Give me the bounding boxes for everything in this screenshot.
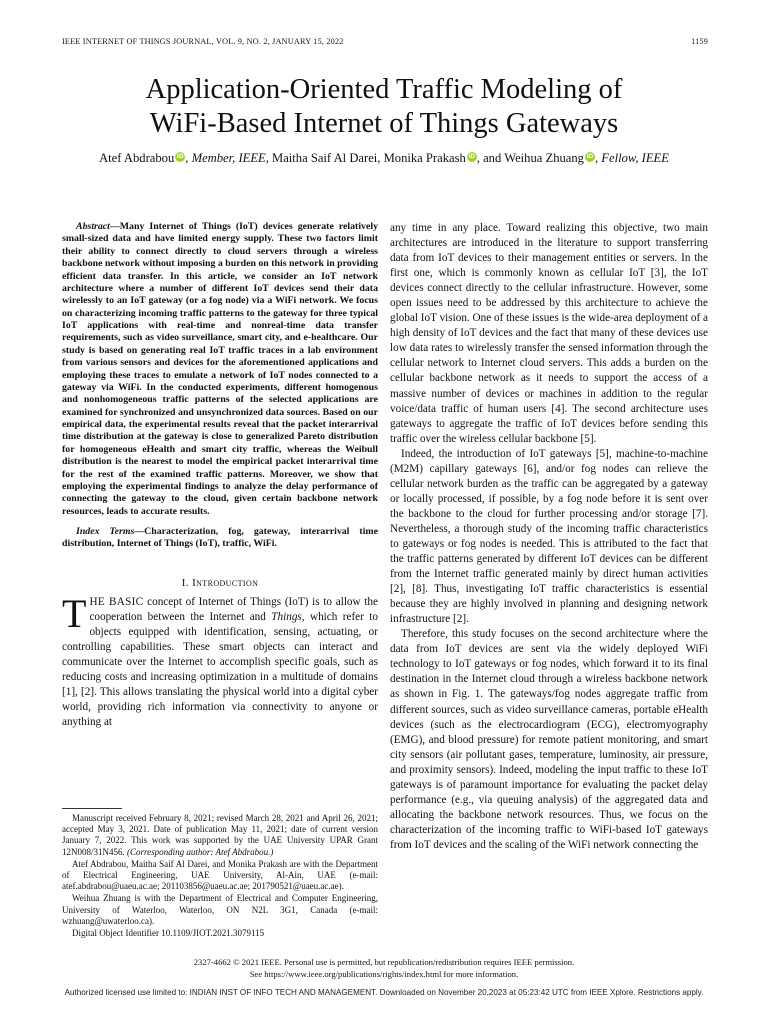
author-affiliation-role: Fellow, IEEE [601,151,669,165]
running-header [62,37,708,49]
footnote-affiliation: Weihua Zhuang is with the Department of Electrical and Computer Engineering, University of Waterloo, Waterloo, ON N2L 3G1, Canada (e-mail: wzhuang@uwaterloo.ca). [62,893,378,926]
body-paragraph: any time in any place. Toward realizing this objective, two main architectures are introduced in the literature to support transferring data from IoT devices to their management entities or servers. In the first one, which is commonly known as cellular IoT [3], the IoT devices connect directly to the cellular infrastructure. However, some open issues need to be addressed by this architecture to achieve the global IoT vision. One of these issues is the wide-area deployment of a high density of IoT devices and the fact that many of these devices use low data rates to wirelessly transfer the sensed information through the cellular network to Internet cloud servers. This adds a burden on the cellular backbone network as it needs to support the access of a massive number of devices or machines in addition to the regular voice/data traffic of human users [4]. The second architecture uses gateways to aggregate the traffic of IoT devices before sending this traffic over the wireless cellular backbone [5]. [390,222,708,445]
author-affiliation-role: Member, IEEE [191,151,266,165]
footnote-doi: Digital Object Identifier 10.1109/JIOT.2021.3079115 [72,928,265,939]
copyright-link-line[interactable]: See https://www.ieee.org/publications/rights/index.html for more information. [249,969,519,979]
copyright-line: 2327-4662 © 2021 IEEE. Personal use is permitted, but republication/redistribution requires IEEE permission. [193,957,575,967]
paper-title [0,73,768,141]
body-paragraph: Therefore, this study focuses on the second architecture where the data from IoT devices are sent via the widely deployed WiFi technology to IoT gateways or fog nodes, which forward it to its final destination in the Internet cloud through a wireless backbone network as shown in Fig. 1. The gateways/fog nodes aggregate traffic from different sources, such as video surveillance cameras, portable eHealth devices (such as the electrocardiogram (ECG), electromyography (EMG), and blood pressure) for remote patient monitoring, and smart city sensors (air pollutant gases, temperature, luminosity, air pressure, and proximity sensors). Indeed, modeling the input traffic to these IoT gateways is of paramount importance for evaluating the packet delay performance (e.g., via queuing analysis) of the aggregated data and allocating the backbone network resources. Thus, we focus on the characterization of the incoming traffic to WiFi-based IoT gateways from IoT devices and the scaling of the WiFi network connecting the [390,628,708,851]
journal-citation: IEEE INTERNET OF THINGS JOURNAL, VOL. 9, NO. 2, JANUARY 15, 2022 [62,37,344,46]
abstract-label: Abstract [76,221,110,232]
page-number: 1159 [691,37,708,46]
abstract: Abstract—Many Internet of Things (IoT) devices generate relatively small-sized data and have limited energy supply. These two factors limit their ability to connect directly to cloud servers through a wireless backbone network without imposing a burden on this network in providing efficient data transfer. In this article, we consider an IoT network architecture where a number of different IoT devices send their data wirelessly to an IoT gateway (or a fog node) via a WiFi network. We focus on characterizing incoming traffic patterns to the gateway for three typical IoT applications with real-time and nonreal-time data transfer requirements, such as video surveillance, smart city, and e-healthcare. Our study is based on generating real IoT traffic traces in a lab environment from various sensors and devices for the aforementioned applications and employing these traces to emulate a network of IoT nodes connected to a gateway via WiFi. In the conducted experiments, different homogenous and nonhomogeneous traffic patterns of the selected applications are examined for synchronized and unsynchronized data sources. Based on our empirical data, the experimental results reveal that the packet interarrival time distribution at the gateway is close to generalized Pareto distribution for homogeneous eHealth and smart city traffic, whereas the Weibull distribution is the nearest to model the empirical packet interarrival time for the rest of the examined traffic patterns. Moreover, we show that employing the experimental findings to analyze the delay performance of connecting the gateway to the cloud, given certain backbone network resources, leads to accurate results. [62,221,378,517]
right-column [390,221,708,853]
author-name: Monika Prakash [383,151,466,165]
body-paragraph: Indeed, the introduction of IoT gateways [5], machine-to-machine (M2M) capillary gateways [6], and/or fog nodes can relieve the cellular network burden as the traffic can be aggregated by a gateway or locally processed, if possible, by a fog node before it is sent over the backbone to the cloud for further processing and/or storage [7]. Nevertheless, a thorough study of the incoming traffic characteristics to gateways or fog nodes is needed. This is attributed to the fact that the traffic patterns generated by different IoT devices can be different from the Internet traffic generated mainly by direct human activities [2], [8]. Thus, investigating IoT traffic characteristics is essential because they are highly involved in planning and designing network infrastructure [2]. [390,447,708,626]
section-heading-introduction: I. Introduction [181,576,259,589]
footnotes [62,808,378,940]
index-terms-text: Characterization, fog, gateway, interarrival time distribution, Internet of Things (IoT), traffic, WiFi. [62,526,378,550]
author-name: Weihua Zhuang [504,151,584,165]
author-list: Atef Abdrabou iD , Member, IEEE, Maitha Saif Al Darei, Monika Prakash iD , and Weihua Zhuang iD , Fellow, IEEE [99,151,669,165]
author-name: Maitha Saif Al Darei [272,151,378,165]
orcid-icon[interactable]: iD [468,153,476,160]
copyright-notice [0,956,768,980]
title-line-2: WiFi-Based Internet of Things Gateways [149,108,619,139]
index-terms: Index Terms—Characterization, fog, gateway, interarrival time distribution, Internet of Things (IoT), traffic, WiFi. [62,526,378,550]
footnote-affiliation: Atef Abdrabou, Maitha Saif Al Darei, and Monika Prakash are with the Department of Electrical Engineering, UAE University, Al-Ain, UAE (e-mail: atef.abdrabou@uaeu.ac.ae; 201103856@uaeu.ac.ae; 201790521@uaeu.ac.ae). [62,858,378,892]
author-name: Atef Abdrabou [99,151,175,165]
footnote-rule [62,808,122,809]
orcid-icon[interactable]: iD [586,153,594,160]
index-terms-label: Index Terms [76,526,135,537]
left-column [62,221,378,730]
title-line-1: Application-Oriented Traffic Modeling of [145,74,623,105]
abstract-text: Many Internet of Things (IoT) devices generate relatively small-sized data and have limited energy supply. These two factors limit their ability to connect directly to cloud servers through a wireless backbone network without imposing a burden on this network in providing efficient data transfer. In this article, we consider an IoT network architecture where a number of different IoT devices send their data wirelessly to an IoT gateway (or a fog node) via a WiFi network. We focus on characterizing incoming traffic patterns to the gateway for three typical IoT applications with real-time and nonreal-time data transfer requirements, such as video surveillance, smart city, and e-healthcare. Our study is based on generating real IoT traffic traces in a lab environment from various sensors and devices for the aforementioned applications and employing these traces to emulate a network of IoT nodes connected to a gateway via WiFi. In the conducted experiments, different homogenous and nonhomogeneous traffic patterns of the selected applications are examined for synchronized and unsynchronized data sources. Based on our empirical data, the experimental results reveal that the packet interarrival time distribution at the gateway is close to generalized Pareto distribution for homogeneous eHealth and smart city traffic, whereas the Weibull distribution is the nearest to model the empirical packet interarrival time for the rest of the examined traffic patterns. Moreover, we show that employing the experimental findings to analyze the delay performance of connecting the gateway to the cloud, given certain backbone network resources, leads to accurate results. [62,221,378,517]
orcid-icon[interactable]: iD [177,153,184,160]
intro-paragraph: THE BASIC concept of Internet of Things (IoT) is to allow the cooperation between the Internet and Things, which refer to objects equipped with identification, sensing, actuating, or controlling capabilities. These smart objects can interact and communicate over the Internet to accomplish specific goals, such as reducing costs and increasing optimization in a multitude of domains [1], [2]. This allows translating the physical world into a digital cyber world, providing rich information via connectivity to anyone or anything at [62,590,379,729]
footnote-manuscript: Manuscript received February 8, 2021; revised March 28, 2021 and April 26, 2021; accepted May 3, 2021. Date of publication May 11, 2021; date of current version January 7, 2022. This work was supported by the UAE University UPAR Grant 12N008/31N456. (Corresponding author: Atef Abdrabou.) [62,813,378,857]
license-notice: Authorized licensed use limited to: INDIAN INST OF INFO TECH AND MANAGEMENT. Downloaded on November 20,2023 at 05:23:42 UTC from IEEE Xplore. Restrictions apply. [64,988,704,997]
drop-cap: T [62,590,87,636]
